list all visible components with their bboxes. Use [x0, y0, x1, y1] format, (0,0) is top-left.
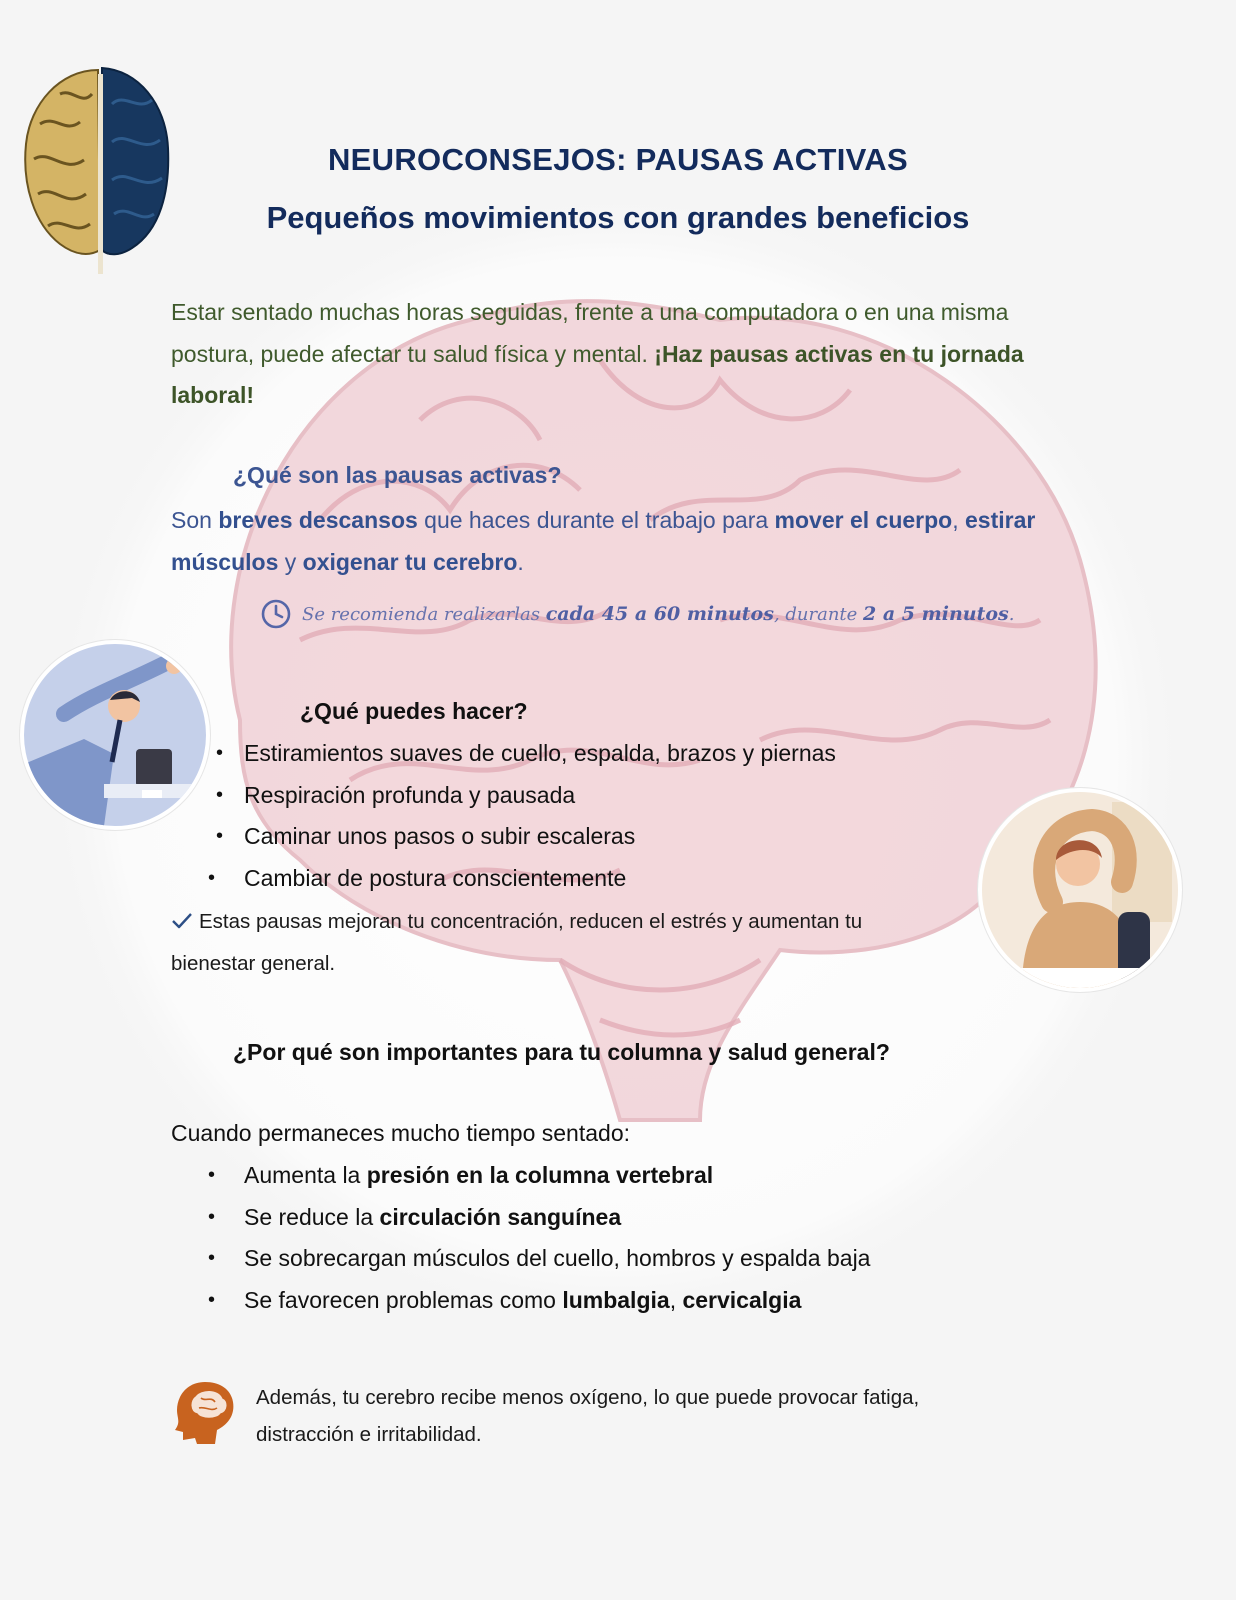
definition-text: Son [171, 507, 219, 533]
recommendation-duration: 2 a 5 minutos [863, 603, 1009, 625]
woman-stretching-illustration [978, 788, 1182, 992]
list-item: • Se reduce la circulación sanguínea [208, 1203, 622, 1230]
recommendation-part: . [1008, 604, 1015, 625]
list-item-text: Estiramientos suaves de cuello, espalda, brazos y piernas [244, 740, 836, 766]
recommendation-part: , durante [773, 604, 864, 625]
definition-bold: breves descansos [218, 507, 418, 533]
activities-list [208, 733, 836, 899]
list-item: • Caminar unos pasos o subir escaleras [216, 823, 636, 849]
clock-icon [260, 598, 292, 630]
man-stretching-icon [24, 644, 206, 826]
head-brain-icon [171, 1378, 239, 1446]
page-title: NEUROCONSEJOS: PAUSAS ACTIVAS [328, 142, 908, 177]
list-item-bold: circulación sanguínea [379, 1203, 622, 1230]
definition-bold: oxigenar tu cerebro [302, 548, 518, 575]
importancia-intro: Cuando permaneces mucho tiempo sentado: [171, 1120, 631, 1146]
list-item-text: Se reduce la [244, 1203, 380, 1230]
ademas-note: Además, tu cerebro recibe menos oxígeno, lo que puede provocar fatiga, distracción e irritabilidad. [256, 1386, 920, 1446]
list-item: • Cambiar de postura conscientemente [208, 864, 627, 891]
checkmark-icon [171, 912, 193, 930]
definition-text: que haces durante el trabajo para [417, 507, 775, 533]
list-item: • Estiramientos suaves de cuello, espalda, brazos y piernas [216, 740, 836, 766]
list-item-text: Aumenta la [244, 1162, 367, 1188]
list-item-bold: lumbalgia [562, 1286, 670, 1313]
list-item: • Aumenta la presión en la columna vertebral [208, 1162, 714, 1188]
intro-paragraph [171, 292, 1081, 417]
list-item-text: Caminar unos pasos o subir escaleras [244, 823, 636, 849]
definition-text: , [952, 507, 965, 533]
que-son-heading: ¿Qué son las pausas activas? [233, 462, 562, 488]
list-item: • Se favorecen problemas como lumbalgia, cervicalgia [208, 1286, 802, 1313]
definition-text: . [517, 548, 524, 575]
benefit-note [171, 901, 931, 984]
definition-bold: mover el cuerpo [774, 507, 953, 533]
list-item-text: Cambiar de postura conscientemente [244, 864, 627, 891]
man-stretching-illustration [20, 640, 210, 830]
intro-highlight: ¡Haz pausas activas en tu jornada laboral! [171, 340, 1024, 408]
definition-bold: estirar músculos [171, 507, 1036, 575]
effects-list [208, 1155, 871, 1321]
benefit-text: Estas pausas mejoran tu concentración, reducen el estrés y aumentan tu bienestar general. [171, 910, 863, 975]
intro-text: Estar sentado muchas horas seguidas, frente a una computadora o en una misma postura, puede afectar tu salud física y mental. [171, 299, 1009, 367]
list-item-text: Respiración profunda y pausada [244, 781, 576, 808]
que-hacer-heading: ¿Qué puedes hacer? [300, 698, 528, 724]
recommendation-text [302, 603, 1014, 625]
list-item-bold: presión en la columna vertebral [366, 1162, 714, 1188]
importancia-heading: ¿Por qué son importantes para tu columna y salud general? [233, 1039, 890, 1065]
list-item: • Se sobrecargan músculos del cuello, hombros y espalda baja [208, 1245, 871, 1271]
page-subtitle: Pequeños movimientos con grandes beneficios [266, 200, 970, 235]
list-item: • Respiración profunda y pausada [216, 781, 576, 808]
list-item-text: , [669, 1286, 683, 1313]
list-item-bold: cervicalgia [682, 1286, 802, 1313]
recommendation-part: Se recomienda realizarlas [302, 604, 546, 625]
definition-paragraph [171, 500, 1071, 583]
list-item-text: Se favorecen problemas como [244, 1286, 563, 1313]
recommendation-frequency: cada 45 a 60 minutos [545, 603, 774, 625]
recommendation-line [260, 594, 1014, 634]
definition-text: y [278, 548, 303, 575]
woman-stretching-icon [982, 792, 1178, 988]
list-item-text: Se sobrecargan músculos del cuello, hombros y espalda baja [244, 1245, 871, 1271]
